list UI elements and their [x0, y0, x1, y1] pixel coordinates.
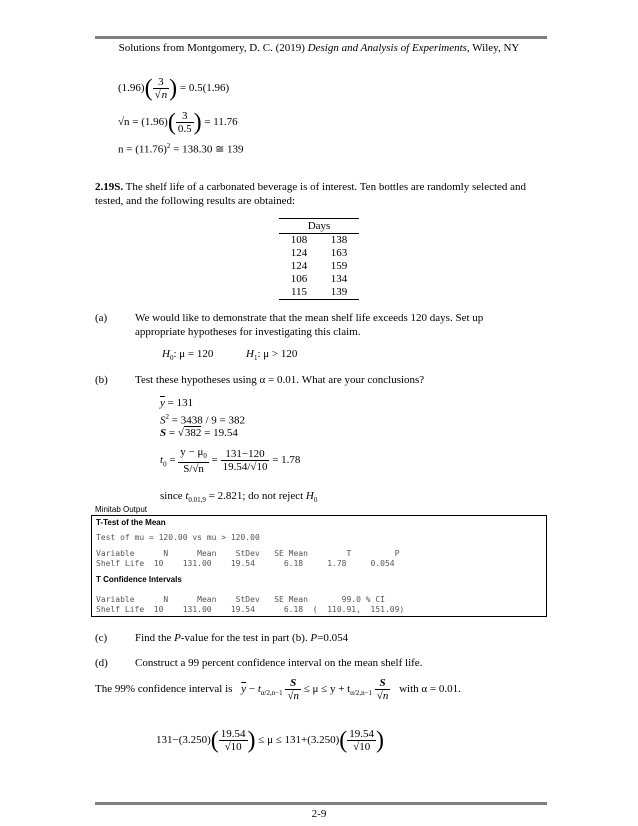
s-squared-line: $S^2 = 3438 / 9 = 382$ [160, 413, 245, 427]
ci-header-row: Variable N Mean StDev SE Mean 99.0 % CI [96, 595, 385, 604]
ybar-line: $\overline{y} = 131$ [160, 397, 194, 409]
s-line: S = √382 = 19.54 [160, 427, 238, 439]
ttest-data-row: Shelf Life 10 131.00 19.54 6.18 1.78 0.054 [96, 559, 395, 568]
table-row [279, 273, 359, 286]
table-cell: 139 [330, 286, 348, 298]
part-c-label: (c) [95, 632, 108, 644]
days-table [279, 218, 359, 300]
table-row [279, 247, 359, 260]
problem-statement: 2.19S. The shelf life of a carbonated beverage is of interest. Ten bottles are randomly selected and tested, and the following results are obtained: [95, 181, 527, 207]
table-row [279, 286, 359, 299]
table-cell: 124 [290, 260, 308, 272]
table-row [279, 234, 359, 247]
footer-rule [95, 802, 547, 805]
table-cell: 115 [290, 286, 308, 298]
ttest-title: T-Test of the Mean [96, 518, 166, 527]
part-a-label: (a) [95, 312, 108, 324]
problem-number: 2.19S. [95, 181, 124, 193]
ttest-line: Test of mu = 120.00 vs mu > 120.00 [96, 533, 260, 542]
days-table-header: Days [307, 220, 331, 232]
ttest-header-row: Variable N Mean StDev SE Mean T P [96, 549, 400, 558]
table-cell: 159 [330, 260, 348, 272]
page-header: Solutions from Montgomery, D. C. (2019) Design and Analysis of Experiments, Wiley, NY [118, 42, 520, 54]
minitab-output-box [91, 515, 547, 617]
table-cell: 134 [330, 273, 348, 285]
ci-formula: The 99% confidence interval is $\overline{y} - t_{\alpha/2,n-1}$ $\frac{S}{√n}$ ≤ $\mu \le y + t_{\alpha/2,n-1}$ $\frac{S}{√n}$ with α = 0.01. [95, 677, 461, 702]
equation-1: (1.96)( $\frac{3}{√n}$ ) = 0.5(1.96) [118, 75, 230, 102]
part-b-text: Test these hypotheses using α = 0.01. What are your conclusions? [135, 374, 425, 386]
part-d-label: (d) [95, 657, 108, 669]
part-d-text: Construct a 99 percent confidence interval on the mean shelf life. [135, 657, 423, 669]
table-cell: 108 [290, 234, 308, 246]
part-b-label: (b) [95, 374, 108, 386]
hypothesis-alt: $H_1$: μ > 120 [246, 348, 298, 363]
table-cell: 124 [290, 247, 308, 259]
ci-data-row: Shelf Life 10 131.00 19.54 6.18 ( 110.91, 151.09) [96, 605, 405, 614]
equation-2: √n = (1.96)( $\frac{3}{0.5}$ ) = 11.76 [118, 109, 238, 136]
minitab-label: Minitab Output [95, 505, 148, 514]
equation-3: $n = (11.76)^2 = 138.30$ ≅ 139 [118, 142, 244, 156]
table-cell: 106 [290, 273, 308, 285]
table-row [279, 260, 359, 273]
book-title: Design and Analysis of Experiments [307, 42, 467, 54]
table-cell: 138 [330, 234, 348, 246]
ci-title: T Confidence Intervals [96, 575, 182, 584]
part-a-text: We would like to demonstrate that the mean shelf life exceeds 120 days. Set up appropriate hypotheses for investigating this claim. [135, 312, 484, 338]
header-rule [95, 36, 547, 39]
page-number: 2-9 [311, 808, 327, 820]
hypothesis-null: $H_0$: μ = 120 [162, 348, 214, 363]
conclusion-line: since $t_{0.01,9} = 2.821$; do not reject $H_0$ [160, 490, 318, 505]
table-cell: 163 [330, 247, 348, 259]
t0-equation: $t_0$ = $\frac{y - \mu_0}{S/√n}$ = $\frac{131-120}{19.54/√10}$ = 1.78 [160, 446, 301, 476]
part-c-text: Find the P-value for the test in part (b). P=0.054 [135, 632, 349, 644]
ci-final: 131−(3.250)( $\frac{19.54}{√10}$ ) ≤ μ ≤ 131+(3.250)( $\frac{19.54}{√10}$ ) [156, 727, 385, 754]
